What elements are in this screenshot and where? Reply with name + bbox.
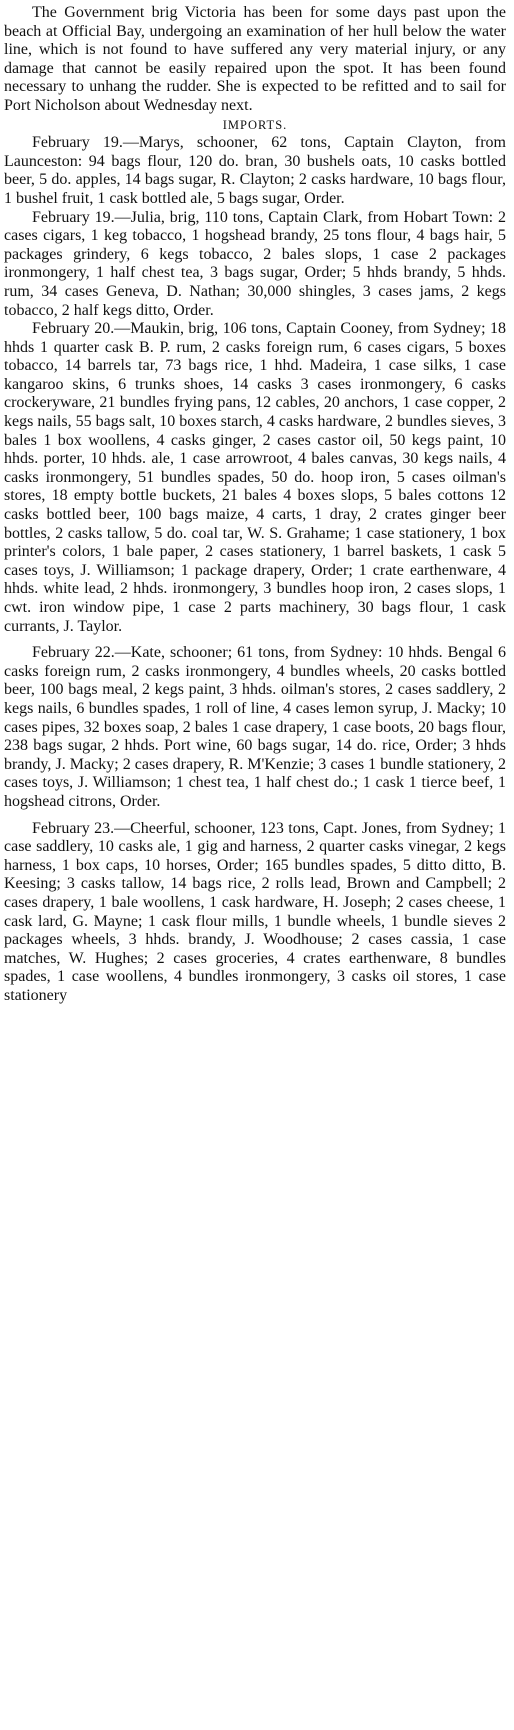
imports-heading: IMPORTS.: [222, 117, 288, 132]
newspaper-column: [4, 4, 506, 1005]
import-entry-julia: February 19.—Julia, brig, 110 tons, Captain Clark, from Hobart Town: 2 cases cigars, 1 keg tobacco, 1 hogshead brandy, 25 tons flour, 4 bags hair, 5 packages grindery, 6 kegs tobacco, 2 bales slops, 1 case 2 packages ironmongery, 1 half chest tea, 3 bags sugar, Order; 5 hhds brandy, 5 hhds. rum, 34 cases Geneva, D. Nathan; 30,000 shingles, 3 cases jams, 2 kegs tobacco, 2 half kegs ditto, Order.: [4, 208, 506, 319]
import-entry-kate: February 22.—Kate, schooner; 61 tons, from Sydney: 10 hhds. Bengal 6 casks foreign rum, 2 casks ironmongery, 4 bundles wheels, 20 casks bottled beer, 100 bags meal, 2 kegs paint, 3 hhds. oilman's stores, 2 cases saddlery, 2 kegs nails, 6 bundles spades, 1 roll of line, 4 cases lemon syrup, J. Macky; 10 cases pipes, 32 boxes soap, 2 bales 1 case drapery, 1 case boots, 20 bags flour, 238 bags sugar, 2 hhds. Port wine, 60 bags sugar, 14 do. rice, Order; 3 hhds brandy, J. Macky; 2 cases drapery, R. M'Kenzie; 3 cases 1 bundle stationery, 2 cases toys, J. Williamson; 1 chest tea, 1 half chest do.; 1 cask 1 tierce beef, 1 hogshead citrons, Order.: [4, 644, 506, 810]
import-entry-marys: February 19.—Marys, schooner, 62 tons, Captain Clayton, from Launceston: 94 bags flour, 120 do. bran, 30 bushels oats, 10 casks bottled beer, 5 do. apples, 14 bags sugar, R. Clayton; 2 casks hardware, 10 bags flour, 1 bushel fruit, 1 cask bottled ale, 5 bags sugar, Order.: [4, 134, 506, 207]
victoria-paragraph: The Government brig Victoria has been for some days past upon the beach at Official Bay, undergoing an examination of her hull below the water line, which is not found to have suffered any very material injury, or any damage that cannot be easily repaired upon the spot. It has been found necessary to unhang the rudder. She is expected to be refitted and to sail for Port Nicholson about Wednesday next.: [4, 4, 506, 114]
import-entry-cheerful: February 23.—Cheerful, schooner, 123 tons, Capt. Jones, from Sydney; 1 case saddlery, 10 casks ale, 1 gig and harness, 2 quarter casks vinegar, 2 kegs harness, 1 box caps, 10 horses, Order; 165 bundles spades, 5 ditto ditto, B. Keesing; 3 casks tallow, 14 bags rice, 2 rolls lead, Brown and Campbell; 2 cases drapery, 1 bale woollens, 1 cask hardware, H. Joseph; 2 cases cheese, 1 cask lard, G. Mayne; 1 cask flour mills, 1 bundle wheels, 1 bundle sieves 2 packages wheels, 3 hhds. brandy, J. Woodhouse; 2 cases cassia, 1 case matches, W. Hughes; 2 cases groceries, 4 crates earthenware, 8 bundles spades, 1 case woollens, 4 bundles ironmongery, 3 casks oil stores, 1 case stationery: [4, 819, 506, 1004]
import-entry-maukin: February 20.—Maukin, brig, 106 tons, Captain Cooney, from Sydney; 18 hhds 1 quarter cask B. P. rum, 2 casks foreign rum, 6 cases cigars, 5 boxes tobacco, 14 barrels tar, 73 bags rice, 1 hhd. Madeira, 1 case silks, 1 case kangaroo skins, 6 trunks shoes, 14 casks 3 cases ironmongery, 6 casks crockeryware, 21 bundles frying pans, 12 cables, 20 anchors, 1 case copper, 2 kegs nails, 55 bags salt, 10 boxes starch, 4 casks hardware, 2 bundles sieves, 3 bales 1 box woollens, 4 casks ginger, 2 cases castor oil, 50 kegs paint, 10 hhds. porter, 10 hhds. ale, 1 case arrowroot, 4 bales canvas, 30 kegs nails, 4 casks ironmongery, 51 bundles spades, 50 do. hoop iron, 5 cases oilman's stores, 18 empty bottle buckets, 21 bales 4 boxes slops, 5 bales cottons 12 casks bottled beer, 100 bags maize, 4 carts, 1 dray, 2 crates ginger beer bottles, 2 casks tallow, 5 do. coal tar, W. S. Grahame; 1 case stationery, 1 box printer's colors, 1 bale paper, 2 cases stationery, 1 barrel baskets, 1 cask 5 cases toys, J. Williamson; 1 package drapery, Order; 1 crate earthenware, 4 hhds. white lead, 2 hhds. ironmongery, 3 bundles hoop iron, 2 cases slops, 1 cwt. iron window pipe, 1 case 2 parts machinery, 30 bags flour, 1 cask currants, J. Taylor.: [4, 320, 506, 635]
